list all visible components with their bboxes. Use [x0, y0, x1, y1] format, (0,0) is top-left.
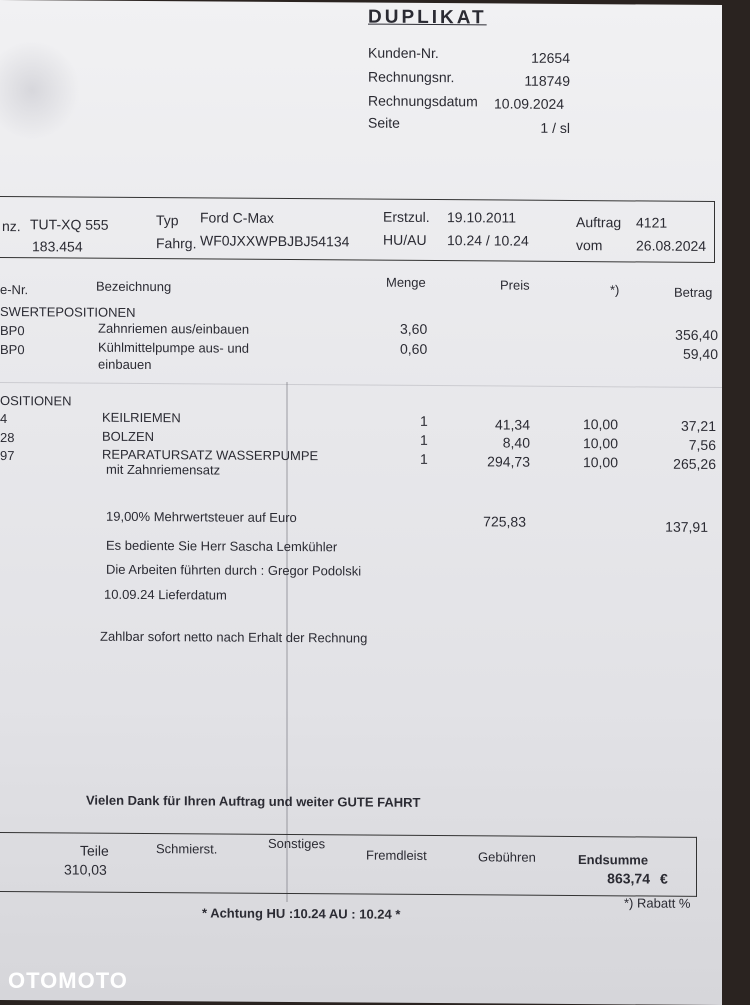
labor-row-description-cont: einbauen: [98, 356, 152, 373]
document-title: DUPLIKAT: [368, 6, 487, 29]
parts-row-amount: 7,56: [688, 436, 716, 453]
column-header-quantity: Menge: [386, 274, 426, 290]
paper-fold-horizontal: [0, 382, 722, 388]
huau-value: 10.24 / 10.24: [447, 232, 529, 249]
labor-row-amount: 356,40: [675, 326, 718, 344]
parts-total-value: 310,03: [64, 861, 107, 878]
customer-no-value: 12654: [531, 49, 570, 66]
huau-label: HU/AU: [383, 231, 427, 248]
order-value: 4121: [636, 214, 668, 231]
work-by-note: Die Arbeiten führten durch : Gregor Podolski: [106, 561, 362, 579]
vin-label: Fahrg.: [156, 235, 197, 252]
invoice-no-label: Rechnungsnr.: [368, 68, 455, 86]
parts-row-price: 41,34: [494, 416, 530, 433]
column-header-nr: e-Nr.: [0, 282, 29, 298]
parts-row-quantity: 1: [420, 450, 428, 467]
type-label: Typ: [156, 212, 179, 229]
page-label: Seite: [368, 114, 400, 131]
grand-total-label: Endsumme: [578, 852, 649, 868]
parts-row-quantity: 1: [420, 412, 428, 429]
parts-row-nr: 4: [0, 411, 8, 427]
served-by-note: Es bediente Sie Herr Sascha Lemkühler: [106, 537, 338, 555]
parts-row-nr: 28: [0, 430, 15, 446]
invoice-date-label: Rechnungsdatum: [368, 92, 478, 110]
payment-terms-note: Zahlbar sofort netto nach Erhalt der Rechnung: [100, 628, 368, 646]
parts-total-label: Teile: [80, 842, 109, 859]
customer-no-label: Kunden-Nr.: [368, 44, 439, 62]
parts-row-price: 294,73: [487, 453, 530, 470]
labor-row-nr: BP0: [0, 342, 25, 358]
thank-you-message: Vielen Dank für Ihren Auftrag und weiter GUTE FAHRT: [86, 792, 421, 810]
parts-row-quantity: 1: [420, 431, 428, 448]
labor-row-quantity: 3,60: [400, 320, 428, 337]
labor-row-description: Kühlmittelpumpe aus- und: [98, 339, 250, 356]
parts-section-title: OSITIONEN: [0, 393, 72, 409]
parts-row-discount: 10,00: [582, 454, 618, 471]
type-value: Ford C-Max: [200, 209, 274, 226]
parts-row-price: 8,40: [502, 434, 530, 451]
order-label: Auftrag: [576, 214, 622, 231]
column-header-discount: *): [610, 282, 620, 298]
page-value: 1 / sl: [540, 119, 570, 136]
inspection-attention-note: * Achtung HU :10.24 AU : 10.24 *: [202, 905, 401, 922]
mileage-value: 183.454: [32, 238, 83, 255]
watermark-logo: OTOMOTO: [8, 968, 128, 993]
invoice-no-value: 118749: [524, 72, 570, 89]
labor-row-nr: BP0: [0, 323, 25, 339]
parts-row-amount: 265,26: [673, 455, 716, 472]
external-services-label: Fremdleist: [366, 847, 427, 863]
labor-row-description: Zahnriemen aus/einbauen: [98, 320, 250, 337]
paper-stain: [0, 40, 80, 141]
column-header-amount: Betrag: [674, 284, 713, 300]
vat-base-amount: 725,83: [483, 513, 526, 530]
miscellaneous-label: Sonstiges: [268, 835, 326, 852]
first-registration-value: 19.10.2011: [447, 209, 517, 226]
first-registration-label: Erstzul.: [383, 208, 430, 225]
vat-label: 19,00% Mehrwertsteuer auf Euro: [106, 508, 297, 526]
vin-value: WF0JXXWPBJBJ54134: [200, 232, 350, 250]
currency-symbol: €: [660, 870, 668, 887]
invoice-date-value: 10.09.2024: [494, 95, 565, 112]
column-header-description: Bezeichnung: [96, 278, 172, 295]
parts-row-discount: 10,00: [582, 416, 618, 433]
parts-row-description-cont: mit Zahnriemensatz: [106, 461, 221, 478]
plate-value: TUT-XQ 555: [30, 216, 109, 233]
parts-row-description: REPARATURSATZ WASSERPUMPE: [102, 446, 319, 464]
fees-label: Gebühren: [478, 849, 536, 865]
plate-label: nz.: [2, 218, 21, 235]
labor-row-amount: 59,40: [682, 345, 718, 363]
parts-row-description: BOLZEN: [102, 428, 155, 445]
discount-footnote: *) Rabatt %: [624, 895, 691, 911]
parts-row-discount: 10,00: [582, 435, 618, 452]
column-header-price: Preis: [500, 277, 530, 293]
parts-row-nr: 97: [0, 448, 15, 464]
lubricants-label: Schmierst.: [156, 841, 218, 857]
labor-row-quantity: 0,60: [400, 340, 428, 357]
labor-section-title: SWERTEPOSITIONEN: [0, 304, 136, 320]
parts-row-description: KEILRIEMEN: [102, 409, 181, 426]
vat-amount: 137,91: [665, 518, 708, 535]
grand-total-value: 863,74: [607, 870, 650, 887]
order-date-label: vom: [576, 237, 603, 254]
parts-row-amount: 37,21: [680, 417, 716, 434]
delivery-date-note: 10.09.24 Lieferdatum: [104, 586, 227, 603]
order-date-value: 26.08.2024: [636, 237, 707, 254]
